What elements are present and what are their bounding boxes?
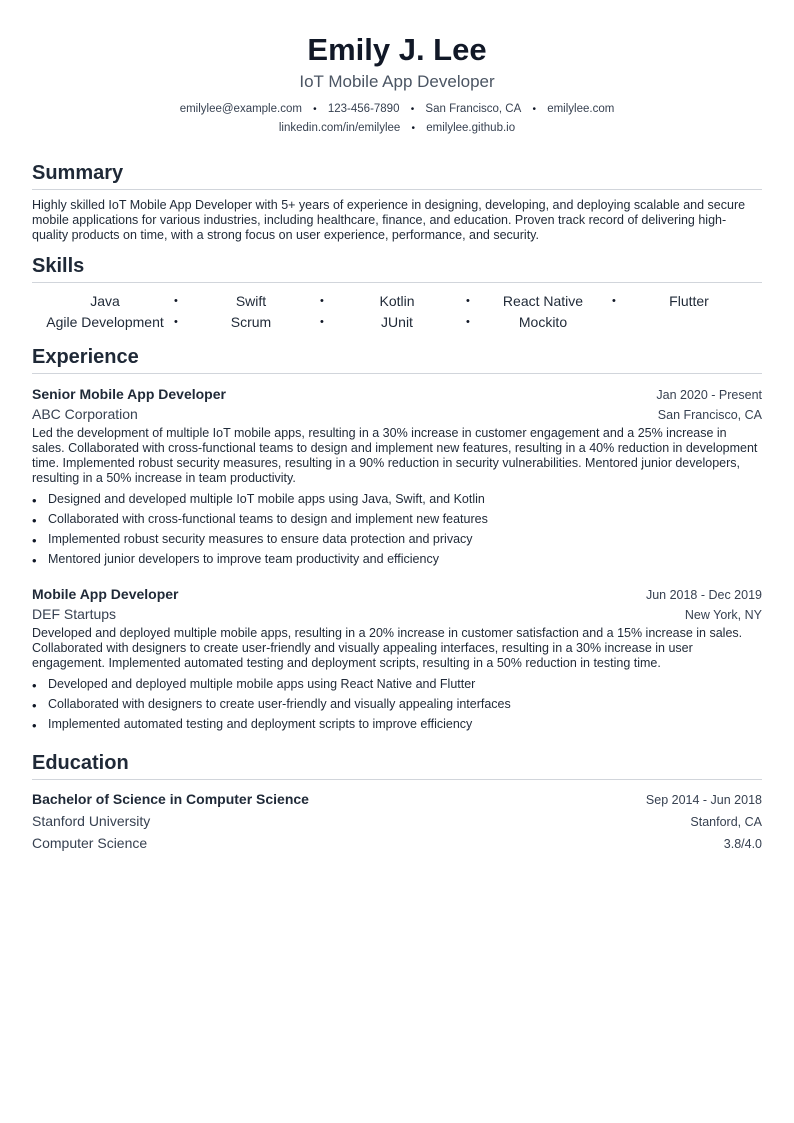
job-company: DEF Startups [32,606,117,622]
list-item [32,714,762,734]
job-entry [32,384,762,569]
gpa-value: 3.8/4.0 [723,837,762,851]
skill-label: Kotlin [379,292,415,309]
contact-separator: • [313,104,317,115]
highlight-text: Designed and developed multiple IoT mobile apps using Java, Swift, and Kotlin [48,492,485,506]
job-highlights [32,489,762,569]
skill-separator: • [466,315,470,328]
contact-website[interactable]: emilylee.com [547,103,615,115]
summary-text: Highly skilled IoT Mobile App Developer with 5+ years of experience in designing, developing, and deploying scalable and secure mobile applications for various industries, including healthcare, finance, and education. Proven track record of delivering high-quality products on time, with a strong focus on user experience, performance, and security. [32,198,746,242]
job-title: Senior Mobile App Developer [32,386,226,402]
contact-email[interactable]: emilylee@example.com [179,103,302,115]
skills-heading: Skills [32,254,762,283]
education-dates: Sep 2014 - Jun 2018 [645,793,762,807]
bullet-icon: • [32,553,37,568]
skill-item [616,293,762,309]
contact-separator: • [410,104,415,115]
highlight-text: Implemented automated testing and deployment scripts to improve efficiency [48,717,473,731]
candidate-name: Emily J. Lee [307,32,487,67]
skill-item [178,314,324,330]
bullet-icon: • [32,493,37,508]
list-item [32,489,762,509]
contact-separator: • [532,104,536,115]
list-item [32,694,762,714]
job-highlights [32,674,762,734]
bullet-icon: • [32,678,37,693]
skill-item [324,293,470,309]
bullet-icon: • [32,698,37,713]
job-dates: Jan 2020 - Present [656,388,762,402]
job-entry [32,584,762,734]
skill-separator: • [612,294,616,307]
education-section [32,751,762,855]
job-location: New York, NY [684,608,762,622]
skill-separator: • [174,294,178,307]
contact-location: San Francisco, CA [425,103,522,115]
school-location: Stanford, CA [690,815,762,829]
skills-grid [32,290,762,332]
list-item [32,509,762,529]
degree-title: Bachelor of Science in Computer Science [32,791,309,807]
skill-item [324,314,470,330]
highlight-text: Collaborated with designers to create user-friendly and visually appealing interfaces [48,697,511,711]
experience-heading: Experience [32,345,762,374]
summary-section [32,161,762,243]
highlight-text: Collaborated with cross-functional teams to design and implement new features [48,512,488,526]
skill-label: Java [90,292,120,309]
job-company: ABC Corporation [32,406,138,422]
resume-header [32,0,762,138]
bullet-icon: • [32,718,37,733]
skill-separator: • [466,294,470,307]
job-description: Led the development of multiple IoT mobile apps, resulting in a 30% increase in customer engagement and a 25% increase in sales. Collaborated with cross-functional teams to design and implement new features, resulting in a 40% reduction in development time. Implemented robust security measures, resulting in a 90% reduction in security vulnerabilities. Mentored junior developers, resulting in a 50% increase in team productivity. [32,426,758,485]
list-item [32,529,762,549]
skill-label: Agile Development [46,313,164,330]
skill-label: Scrum [230,313,272,330]
contact-linkedin[interactable]: linkedin.com/in/emilylee [278,122,401,134]
skill-label: Mockito [518,313,568,330]
list-item [32,549,762,569]
skill-item [32,314,178,330]
education-heading: Education [32,751,762,780]
highlight-text: Implemented robust security measures to ensure data protection and privacy [48,532,473,546]
field-of-study: Computer Science [32,835,148,851]
skill-item [178,293,324,309]
bullet-icon: • [32,533,37,548]
skill-item [32,293,178,309]
contact-line-1 [32,100,762,119]
highlight-text: Mentored junior developers to improve team productivity and efficiency [48,552,439,566]
skill-label: React Native [502,292,584,309]
skills-section [32,254,762,332]
candidate-headline: IoT Mobile App Developer [299,72,495,91]
skill-label: Flutter [669,292,709,309]
skill-item [470,314,616,330]
list-item [32,674,762,694]
contact-github[interactable]: emilylee.github.io [426,122,516,134]
job-location: San Francisco, CA [657,408,762,422]
contact-line-2 [32,119,762,138]
skill-label: JUnit [381,313,413,330]
job-description: Developed and deployed multiple mobile apps, resulting in a 20% increase in customer satisfaction and a 15% increase in sales. Collaborated with designers to create user-friendly and visually appealing interfaces, resulting in a 30% increase in user engagement. Implemented automated testing and deployment scripts, resulting in a 50% reduction in testing time. [32,626,743,670]
skill-separator: • [320,315,324,328]
summary-heading: Summary [32,161,762,190]
job-title: Mobile App Developer [32,586,179,602]
skill-item [470,293,616,309]
education-entry [32,789,762,855]
contact-phone[interactable]: 123-456-7890 [327,103,400,115]
highlight-text: Developed and deployed multiple mobile apps using React Native and Flutter [48,677,476,691]
bullet-icon: • [32,513,37,528]
school-name: Stanford University [32,813,151,829]
skills-row [32,311,762,332]
job-dates: Jun 2018 - Dec 2019 [645,588,762,602]
experience-section [32,345,762,734]
skill-separator: • [174,315,178,328]
skills-row [32,290,762,311]
contact-separator: • [411,123,416,134]
skill-label: Swift [235,292,267,309]
skill-separator: • [320,294,324,307]
